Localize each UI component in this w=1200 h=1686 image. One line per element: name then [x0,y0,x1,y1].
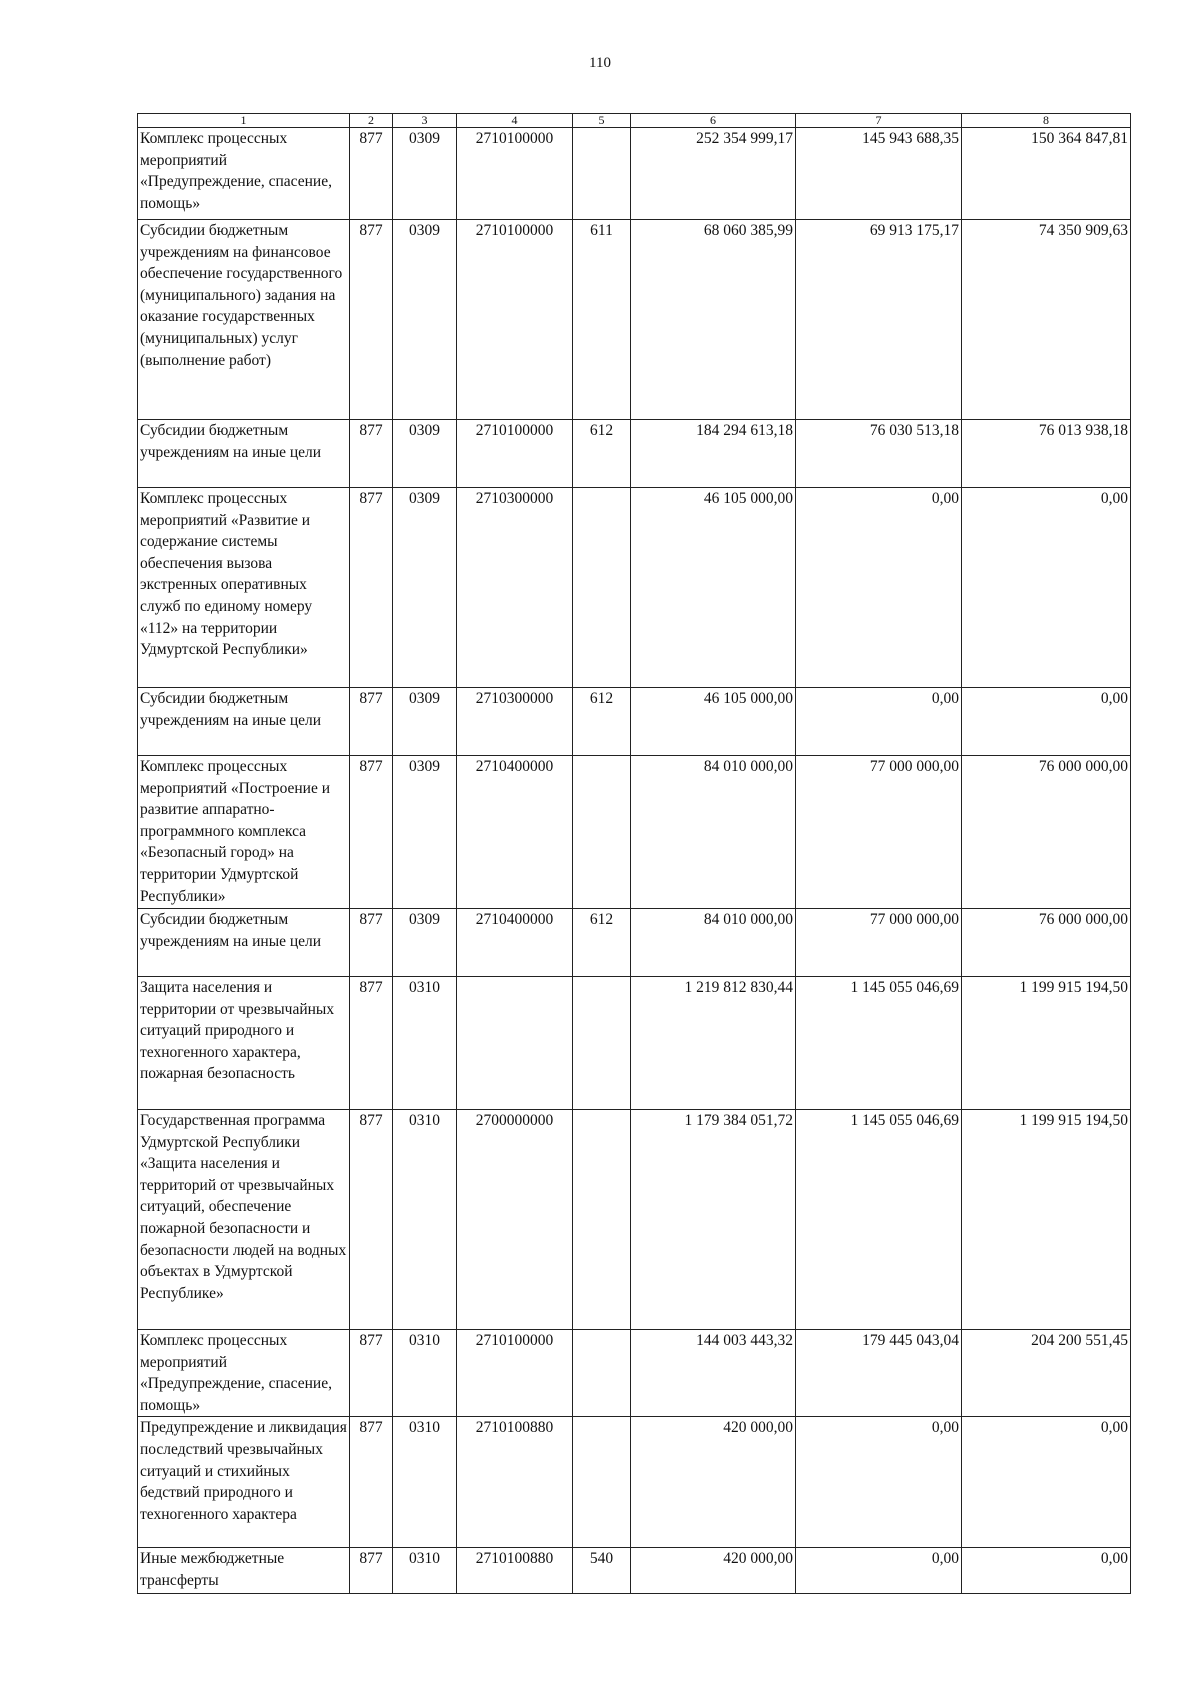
amount-year-1: 1 219 812 830,44 [631,977,796,1110]
column-header: 5 [573,114,631,128]
target-code: 2700000000 [457,1110,573,1330]
ministry-code: 877 [350,488,393,688]
row-name: Субсидии бюджетным учреждениям на иные цели [138,909,350,977]
amount-year-3: 0,00 [962,1417,1131,1548]
section-code: 0309 [393,420,457,488]
ministry-code: 877 [350,688,393,756]
amount-year-3: 1 199 915 194,50 [962,1110,1131,1330]
amount-year-2: 69 913 175,17 [796,220,962,420]
row-name: Субсидии бюджетным учреждениям на иные цели [138,688,350,756]
column-header: 2 [350,114,393,128]
amount-year-2: 145 943 688,35 [796,128,962,220]
amount-year-3: 1 199 915 194,50 [962,977,1131,1110]
row-name: Субсидии бюджетным учреждениям на финансовое обеспечение государственного (муниципального) задания на оказание государственных (муниципальных) услуг (выполнение работ) [138,220,350,420]
expense-type-code: 612 [573,688,631,756]
row-name: Комплекс процессных мероприятий «Развитие и содержание системы обеспечения вызова экстренных оперативных служб по единому номеру «112» на территории Удмуртской Республики» [138,488,350,688]
expense-type-code [573,977,631,1110]
ministry-code: 877 [350,977,393,1110]
table-row [138,688,1131,756]
amount-year-1: 184 294 613,18 [631,420,796,488]
expense-type-code: 612 [573,420,631,488]
target-code: 2710100880 [457,1417,573,1548]
amount-year-2: 77 000 000,00 [796,756,962,909]
expense-type-code: 612 [573,909,631,977]
table-row [138,1110,1131,1330]
section-code: 0310 [393,1417,457,1548]
target-code [457,977,573,1110]
amount-year-2: 76 030 513,18 [796,420,962,488]
table-row [138,488,1131,688]
amount-year-2: 1 145 055 046,69 [796,1110,962,1330]
table-row [138,1548,1131,1594]
amount-year-3: 150 364 847,81 [962,128,1131,220]
amount-year-3: 0,00 [962,1548,1131,1594]
amount-year-3: 0,00 [962,488,1131,688]
amount-year-2: 0,00 [796,688,962,756]
amount-year-1: 84 010 000,00 [631,909,796,977]
column-header: 6 [631,114,796,128]
amount-year-2: 77 000 000,00 [796,909,962,977]
column-header: 1 [138,114,350,128]
expense-type-code [573,1417,631,1548]
ministry-code: 877 [350,420,393,488]
section-code: 0310 [393,1110,457,1330]
page-number: 110 [589,55,611,71]
table-row [138,128,1131,220]
row-name: Субсидии бюджетным учреждениям на иные цели [138,420,350,488]
table-row [138,977,1131,1110]
ministry-code: 877 [350,1110,393,1330]
table-row [138,756,1131,909]
target-code: 2710100000 [457,420,573,488]
amount-year-1: 252 354 999,17 [631,128,796,220]
amount-year-2: 0,00 [796,488,962,688]
ministry-code: 877 [350,128,393,220]
amount-year-3: 76 013 938,18 [962,420,1131,488]
target-code: 2710100000 [457,1330,573,1417]
amount-year-1: 420 000,00 [631,1548,796,1594]
column-number-row [138,114,1131,128]
amount-year-2: 0,00 [796,1417,962,1548]
section-code: 0309 [393,909,457,977]
amount-year-3: 204 200 551,45 [962,1330,1131,1417]
section-code: 0309 [393,688,457,756]
amount-year-1: 84 010 000,00 [631,756,796,909]
amount-year-2: 1 145 055 046,69 [796,977,962,1110]
ministry-code: 877 [350,1330,393,1417]
section-code: 0310 [393,977,457,1110]
section-code: 0309 [393,128,457,220]
row-name: Государственная программа Удмуртской Республики «Защита населения и территорий от чрезвычайных ситуаций, обеспечение пожарной безопасности и безопасности людей на водных объектах в Удмуртской Республике» [138,1110,350,1330]
amount-year-2: 0,00 [796,1548,962,1594]
column-header: 7 [796,114,962,128]
table-row [138,220,1131,420]
amount-year-1: 46 105 000,00 [631,488,796,688]
table-row [138,909,1131,977]
expense-type-code [573,1110,631,1330]
section-code: 0309 [393,756,457,909]
section-code: 0310 [393,1330,457,1417]
expense-type-code: 540 [573,1548,631,1594]
ministry-code: 877 [350,909,393,977]
expense-type-code [573,756,631,909]
target-code: 2710400000 [457,756,573,909]
budget-table [137,113,1131,1594]
table-row [138,420,1131,488]
target-code: 2710100000 [457,220,573,420]
amount-year-1: 46 105 000,00 [631,688,796,756]
table-row [138,1330,1131,1417]
row-name: Комплекс процессных мероприятий «Предупреждение, спасение, помощь» [138,1330,350,1417]
row-name: Предупреждение и ликвидация последствий чрезвычайных ситуаций и стихийных бедствий природного и техногенного характера [138,1417,350,1548]
amount-year-1: 1 179 384 051,72 [631,1110,796,1330]
column-header: 3 [393,114,457,128]
table-row [138,1417,1131,1548]
amount-year-3: 0,00 [962,688,1131,756]
amount-year-3: 76 000 000,00 [962,756,1131,909]
row-name: Защита населения и территории от чрезвычайных ситуаций природного и техногенного характера, пожарная безопасность [138,977,350,1110]
column-header: 8 [962,114,1131,128]
amount-year-1: 420 000,00 [631,1417,796,1548]
ministry-code: 877 [350,220,393,420]
section-code: 0310 [393,1548,457,1594]
target-code: 2710400000 [457,909,573,977]
expense-type-code: 611 [573,220,631,420]
amount-year-3: 74 350 909,63 [962,220,1131,420]
section-code: 0309 [393,488,457,688]
row-name: Комплекс процессных мероприятий «Построение и развитие аппаратно-программного комплекса «Безопасный город» на территории Удмуртской Республики» [138,756,350,909]
target-code: 2710300000 [457,488,573,688]
row-name: Иные межбюджетные трансферты [138,1548,350,1594]
ministry-code: 877 [350,756,393,909]
expense-type-code [573,128,631,220]
section-code: 0309 [393,220,457,420]
target-code: 2710100000 [457,128,573,220]
amount-year-1: 68 060 385,99 [631,220,796,420]
target-code: 2710300000 [457,688,573,756]
column-header: 4 [457,114,573,128]
amount-year-1: 144 003 443,32 [631,1330,796,1417]
amount-year-2: 179 445 043,04 [796,1330,962,1417]
expense-type-code [573,1330,631,1417]
amount-year-3: 76 000 000,00 [962,909,1131,977]
ministry-code: 877 [350,1417,393,1548]
ministry-code: 877 [350,1548,393,1594]
expense-type-code [573,488,631,688]
row-name: Комплекс процессных мероприятий «Предупреждение, спасение, помощь» [138,128,350,220]
target-code: 2710100880 [457,1548,573,1594]
